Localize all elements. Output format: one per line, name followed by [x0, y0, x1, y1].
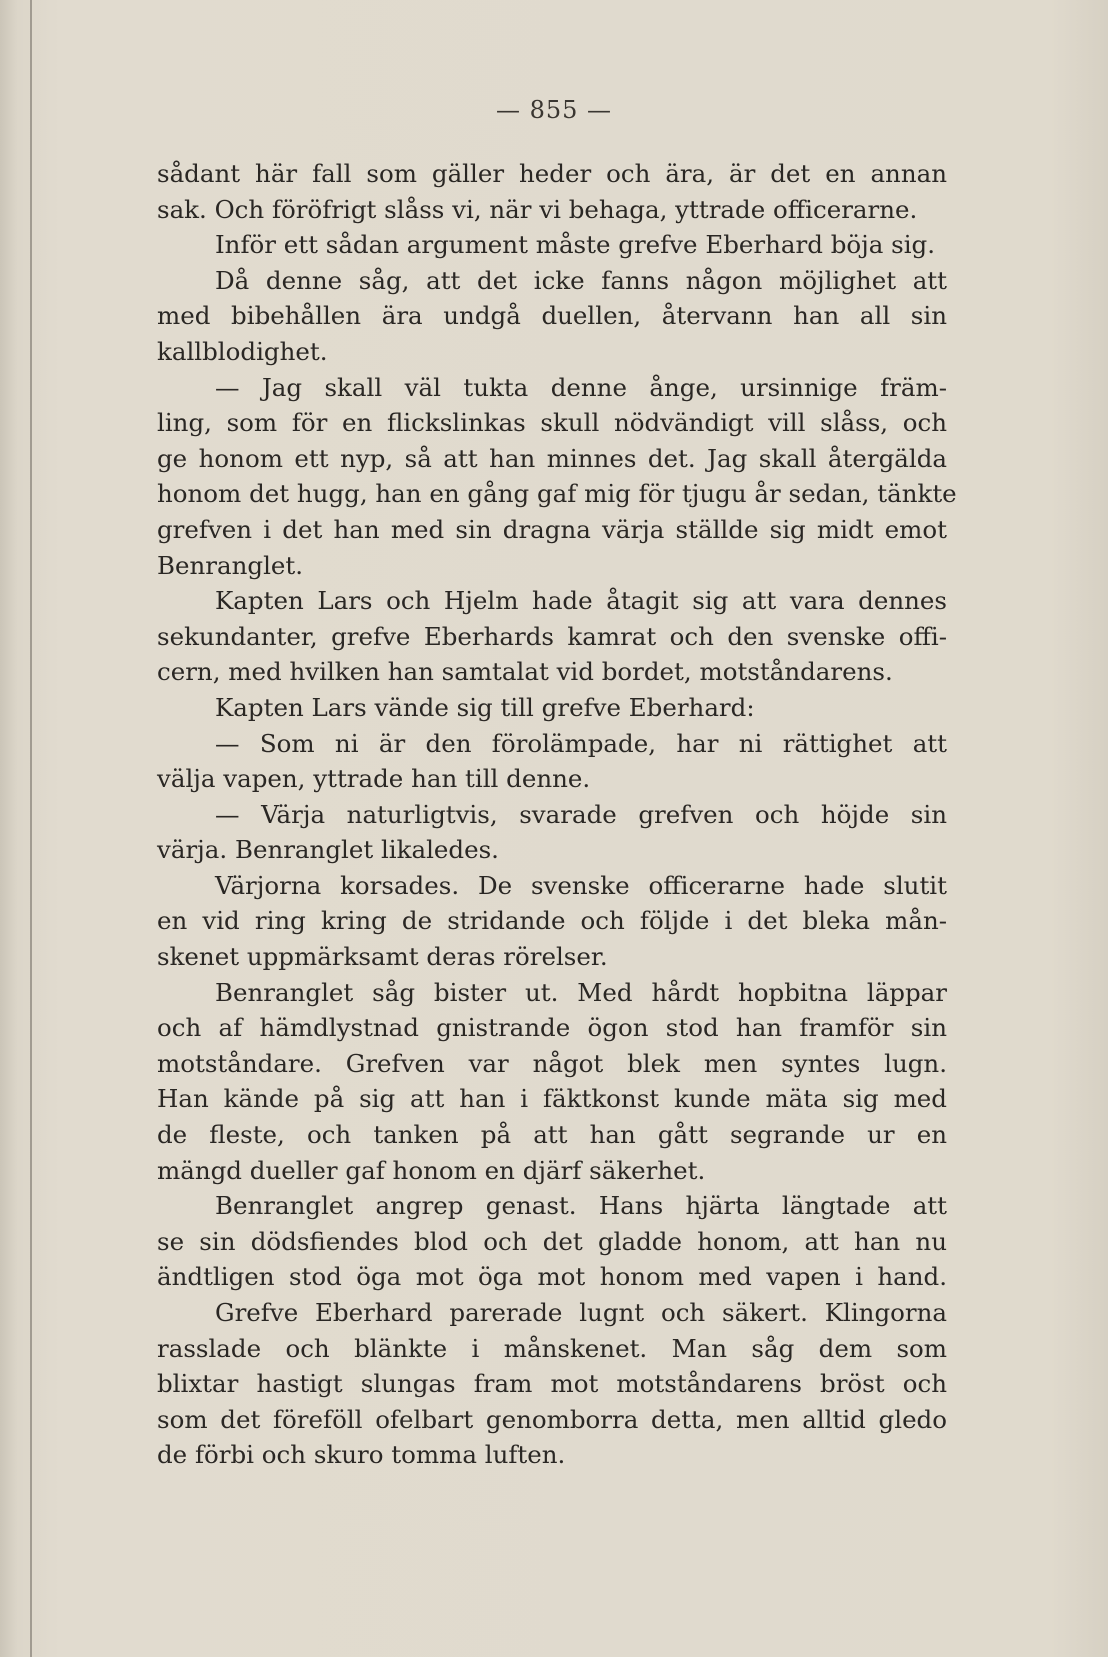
text-line: sak. Och föröfrigt slåss vi, när vi behaga, yttrade officerarne. [157, 194, 918, 224]
text-line: se sin dödsfiendes blod och det gladde honom, att han nu [157, 1226, 947, 1256]
text-line: skenet uppmärksamt deras rörelser. [157, 942, 608, 972]
text-line: som det föreföll ofelbart genomborra detta, men alltid gledo [157, 1404, 947, 1434]
text-line: rasslade och blänkte i månskenet. Man såg dem som [157, 1333, 947, 1363]
body-text [157, 156, 957, 1473]
text-line: Kapten Lars vände sig till grefve Eberhard: [215, 692, 755, 722]
text-line: Då denne såg, att det icke fanns någon möjlighet att [215, 265, 947, 295]
text-line: Grefve Eberhard parerade lugnt och säkert. Klingorna [215, 1298, 947, 1327]
text-line: Benranglet såg bister ut. Med hårdt hopbitna läppar [215, 977, 947, 1007]
text-line: — Värja naturligtvis, svarade grefven och höjde sin [215, 799, 947, 829]
page-number: — 855 — [495, 96, 613, 124]
page-spine-edge [30, 0, 32, 1657]
text-line: — Jag skall väl tukta denne ånge, ursinnige främ- [215, 372, 947, 402]
text-line: — Som ni är den förolämpade, har ni rättighet att [215, 728, 947, 758]
text-line: ändtligen stod öga mot öga mot honom med vapen i hand. [157, 1262, 947, 1292]
text-line: blixtar hastigt slungas fram mot motståndarens bröst och [157, 1369, 947, 1399]
text-line: grefven i det han med sin dragna värja ställde sig midt emot [157, 514, 947, 544]
text-line: cern, med hvilken han samtalat vid bordet, motståndarens. [157, 657, 893, 687]
text-line: värja. Benranglet likaledes. [157, 835, 499, 865]
text-line: de förbi och skuro tomma luften. [157, 1440, 566, 1470]
text-line: Värjorna korsades. De svenske officerarne hade slutit [215, 870, 947, 900]
text-line: en vid ring kring de stridande och följde i det bleka mån- [157, 906, 947, 936]
text-line: med bibehållen ära undgå duellen, återvann han all sin [157, 301, 947, 331]
text-line: de fleste, och tanken på att han gått segrande ur en [157, 1120, 947, 1150]
text-line: Benranglet angrep genast. Hans hjärta längtade att [215, 1191, 947, 1221]
text-line: och af hämdlystnad gnistrande ögon stod han framför sin [157, 1013, 947, 1043]
text-line: mängd dueller gaf honom en djärf säkerhet. [157, 1155, 706, 1185]
text-line: motståndare. Grefven var något blek men syntes lugn. [157, 1048, 947, 1078]
text-line: välja vapen, yttrade han till denne. [157, 764, 591, 794]
text-line: honom det hugg, han en gång gaf mig för tjugu år sedan, tänkte [157, 479, 957, 509]
text-line: sådant här fall som gäller heder och ära, är det en annan [157, 159, 947, 188]
text-line: Kapten Lars och Hjelm hade åtagit sig att vara dennes [215, 586, 947, 616]
text-line: Inför ett sådan argument måste grefve Eberhard böja sig. [215, 230, 935, 260]
text-line: sekundanter, grefve Eberhards kamrat och den svenske offi- [157, 621, 947, 651]
text-line: kallblodighet. [157, 336, 328, 366]
text-line: ling, som för en flickslinkas skull nödvändigt vill slåss, och [157, 408, 947, 438]
text-line: Benranglet. [157, 550, 304, 580]
text-line: ge honom ett nyp, så att han minnes det. Jag skall återgälda [157, 443, 947, 473]
text-line: Han kände på sig att han i fäktkonst kunde mäta sig med [157, 1084, 947, 1114]
